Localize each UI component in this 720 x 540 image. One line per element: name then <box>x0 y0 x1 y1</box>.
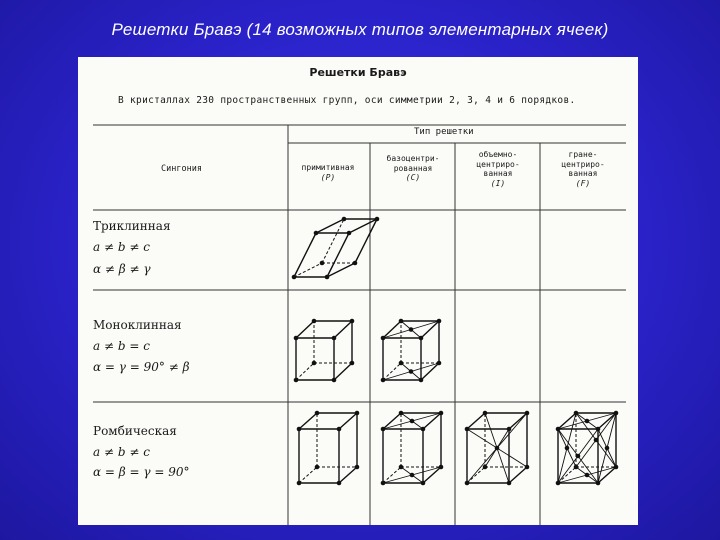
document-title: Решетки Бравэ <box>309 66 407 79</box>
system-condition-angles: α ≠ β ≠ γ <box>93 262 151 276</box>
slide-title: Решетки Бравэ (14 возможных типов элементарных ячеек) <box>111 20 609 39</box>
orthorhombic-base-centered-cell-icon <box>381 411 444 486</box>
system-name-orthorhombic: Ромбическая <box>93 424 177 438</box>
orthorhombic-body-centered-cell-icon <box>465 411 530 486</box>
column-header-primitive: примитивная (P) <box>301 163 355 182</box>
system-condition-angles: α = γ = 90° ≠ β <box>93 360 190 374</box>
system-condition-edges: a ≠ b ≠ c <box>93 445 150 459</box>
column-header-base-centered: базоцентри- рованная (C) <box>386 154 440 183</box>
triclinic-primitive-cell-icon <box>292 217 380 280</box>
system-condition-edges: a ≠ b = c <box>93 339 150 353</box>
system-condition-edges: a ≠ b ≠ c <box>93 240 150 254</box>
system-name-monoclinic: Моноклинная <box>93 318 182 332</box>
orthorhombic-primitive-cell-icon <box>297 411 360 486</box>
orthorhombic-face-centered-cell-icon <box>556 411 619 486</box>
column-header-face-centered: гране- центриро- ванная (F) <box>561 150 605 188</box>
table-grid <box>78 57 638 525</box>
monoclinic-primitive-cell-icon <box>294 319 355 383</box>
column-header-body-centered: объемно- центриро- ванная (I) <box>476 150 520 188</box>
syngony-header: Сингония <box>161 164 202 174</box>
system-name-triclinic: Триклинная <box>93 219 171 233</box>
lattice-type-header: Тип решетки <box>414 127 474 137</box>
document-page <box>78 57 638 525</box>
document-intro: В кристаллах 230 пространственных групп, оси симметрии 2, 3, 4 и 6 порядков. <box>118 95 576 106</box>
system-condition-angles: α = β = γ = 90° <box>93 465 190 479</box>
monoclinic-base-centered-cell-icon <box>381 319 442 383</box>
